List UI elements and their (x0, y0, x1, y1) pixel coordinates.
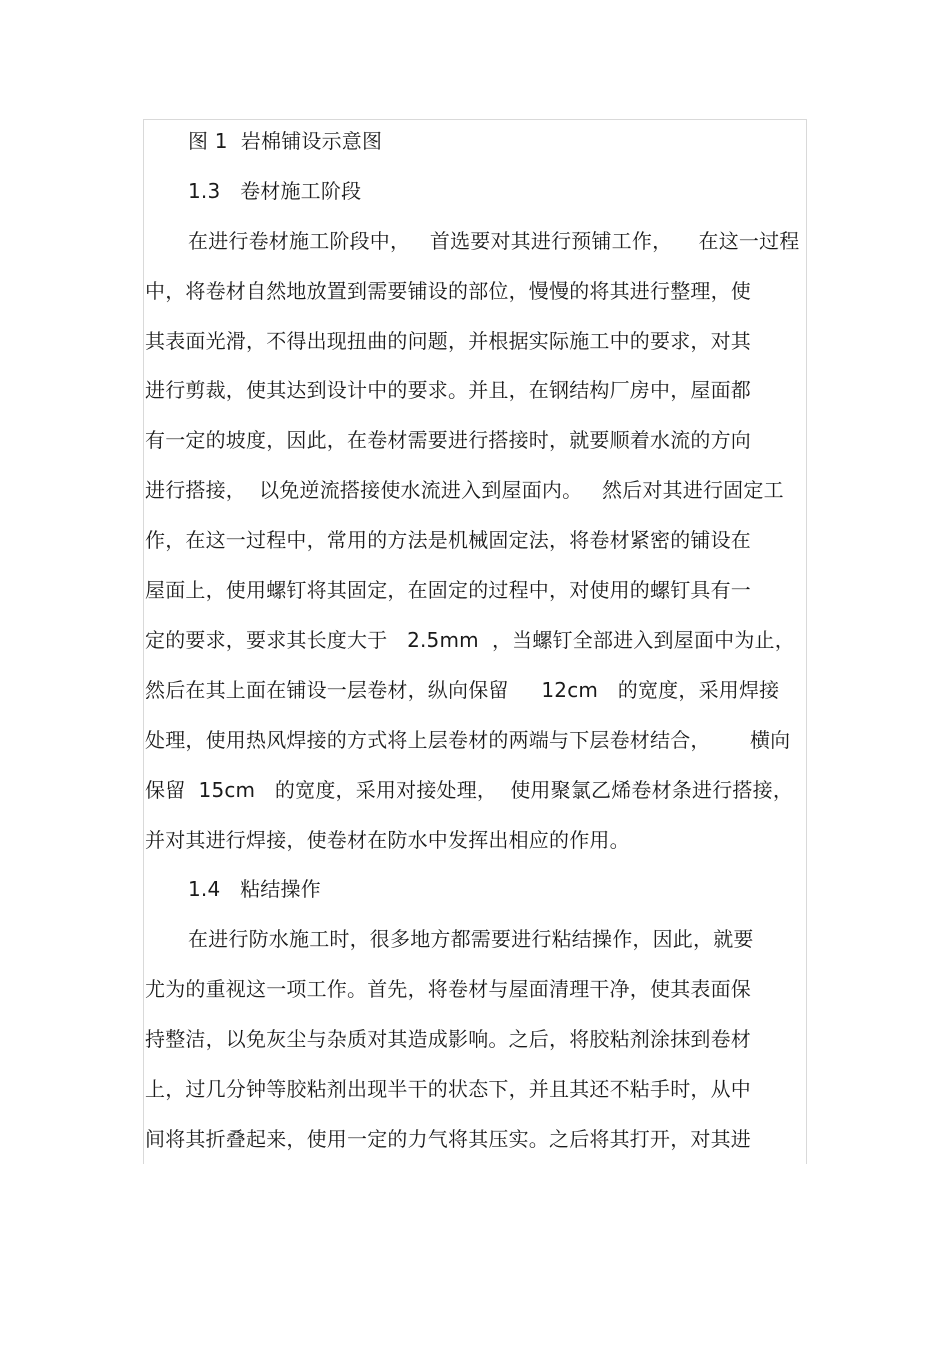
paragraph-line: 保留 15cm 的宽度，采用对接处理， 使用聚氯乙烯卷材条进行搭接， (145, 778, 794, 802)
paragraph-line: 然后在其上面在铺设一层卷材，纵向保留 12cm 的宽度，采用焊接 (145, 678, 780, 702)
paragraph-line: 中，将卷材自然地放置到需要铺设的部位，慢慢的将其进行整理，使 (145, 279, 751, 303)
paragraph-line: 持整洁，以免灰尘与杂质对其造成影响。之后，将胶粘剂涂抹到卷材 (145, 1027, 751, 1051)
paragraph-line: 进行剪裁，使其达到设计中的要求。并且，在钢结构厂房中，屋面都 (145, 378, 751, 402)
paragraph-line: 屋面上，使用螺钉将其固定，在固定的过程中，对使用的螺钉具有一 (145, 578, 751, 602)
paragraph-line: 上，过几分钟等胶粘剂出现半干的状态下，并且其还不粘手时，从中 (145, 1077, 751, 1101)
paragraph-line: 尤为的重视这一项工作。首先，将卷材与屋面清理干净，使其表面保 (145, 977, 751, 1001)
paragraph-line: 有一定的坡度，因此，在卷材需要进行搭接时，就要顺着水流的方向 (145, 428, 751, 452)
figure-caption: 图 1 岩棉铺设示意图 (188, 129, 383, 153)
paragraph-line: 并对其进行焊接，使卷材在防水中发挥出相应的作用。 (145, 828, 630, 852)
paragraph-line: 作，在这一过程中，常用的方法是机械固定法，将卷材紧密的铺设在 (145, 528, 751, 552)
paragraph-line: 间将其折叠起来，使用一定的力气将其压实。之后将其打开，对其进 (145, 1127, 751, 1151)
paragraph-line: 进行搭接， 以免逆流搭接使水流进入到屋面内。 然后对其进行固定工 (145, 478, 784, 502)
paragraph-line: 处理，使用热风焊接的方式将上层卷材的两端与下层卷材结合， 横向 (145, 728, 791, 752)
section-heading-1-4: 1.4 粘结操作 (188, 877, 321, 901)
section-heading-1-3: 1.3 卷材施工阶段 (188, 179, 362, 203)
paragraph-line: 其表面光滑，不得出现扭曲的问题，并根据实际施工中的要求，对其 (145, 329, 751, 353)
paragraph-line: 在进行卷材施工阶段中， 首选要对其进行预铺工作， 在这一过程 (188, 229, 800, 253)
paragraph-line: 定的要求，要求其长度大于 2.5mm ，当螺钉全部进入到屋面中为止， (145, 628, 795, 652)
paragraph-line: 在进行防水施工时，很多地方都需要进行粘结操作，因此，就要 (188, 927, 754, 951)
